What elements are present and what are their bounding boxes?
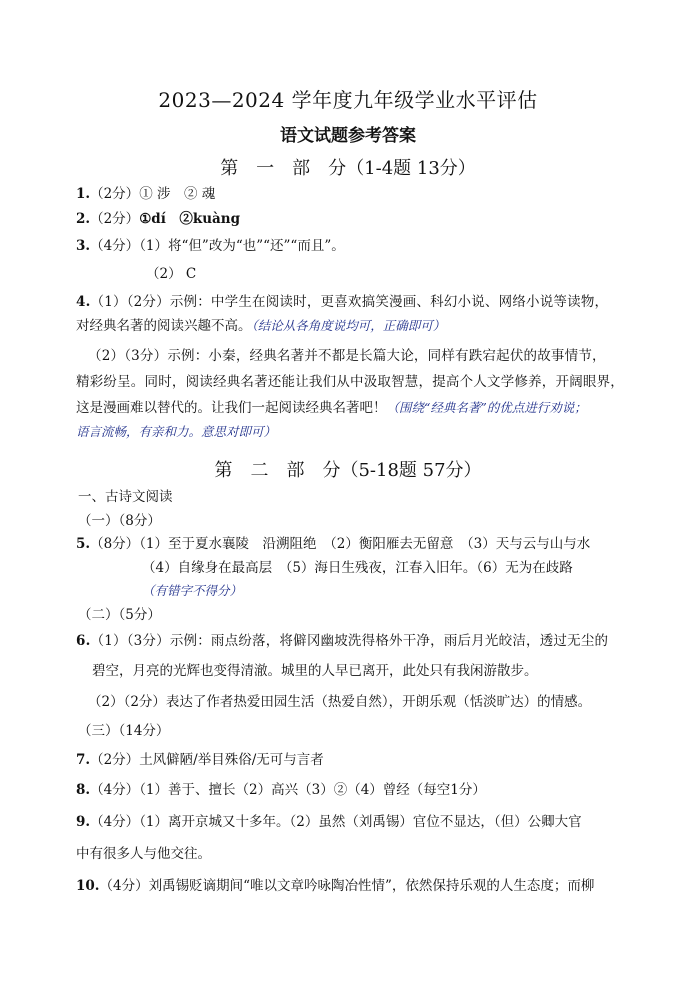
q6-num: 6. (76, 633, 91, 649)
q3-part2: （2） C (146, 266, 197, 282)
q5-cont: （4）自缘身在最高层 （5）海日生残夜，江春入旧年。（6）无为在歧路 (142, 560, 573, 576)
q7-text: 土风僻陋/举目殊俗/无可与言者 (139, 752, 324, 768)
q4-note3-text: 语言流畅，有亲和力。意思对即可） (76, 424, 277, 439)
q4-p2c: 这是漫画难以替代的。让我们一起阅读经典名著吧！ (76, 400, 387, 416)
q5-text: （1）至于夏水襄陵 沿溯阻绝 （2）衡阳雁去无留意 （3）天与云与山与水 (139, 536, 591, 552)
q8-text: （1）善于、擅长（2）高兴（3）②（4）曾经（每空1分） (139, 782, 486, 798)
q3 (76, 236, 345, 256)
part1-heading-label: 第 一 部 分 (220, 158, 347, 179)
q3-score: （4分） (90, 238, 140, 254)
q5-num: 5. (76, 536, 91, 552)
q5-score: （8分） (90, 536, 140, 552)
q1 (76, 184, 215, 204)
q1-num: 1. (76, 186, 91, 202)
q6-score: （1）（3分） (90, 633, 170, 649)
q10-score: （4分） (99, 878, 149, 894)
page-title: 2023—2024 学年度九年级学业水平评估 (158, 88, 538, 112)
q3-num: 3. (76, 238, 91, 254)
section-classic-reading: 一、古诗文阅读 (78, 489, 173, 505)
q4-note1: （结论从各角度说均可，正确即可） (251, 318, 446, 333)
q9-text: （1）离开京城又十多年。（2）虽然（刘禹锡）官位不显达，（但）公卿大官 (139, 814, 582, 830)
part1-heading (0, 154, 696, 180)
q8-num: 8. (76, 782, 91, 798)
q4-part2-cont1: 精彩纷呈。同时，阅读经典名著还能让我们从中汲取智慧，提高个人文学修养，开阔眼界， (76, 374, 624, 390)
q2-score: （2分） (90, 211, 140, 227)
q2-text: ①dí ②kuàng (139, 211, 241, 227)
q8 (76, 780, 486, 800)
subsection-1: （一）（8分） (78, 513, 161, 529)
q4-note3 (76, 422, 276, 442)
q9-score: （4分） (90, 814, 140, 830)
q6-part1-cont: 碧空，月亮的光辉也变得清澈。城里的人早已离开，此处只有我闲游散步。 (92, 663, 538, 679)
q10 (76, 876, 594, 896)
part1-range: （1-4题 13分） (346, 158, 476, 179)
q4-num: 4. (76, 294, 91, 310)
q3-text: （1）将“但”改为“也”“还”“而且”。 (139, 238, 345, 254)
q9 (76, 812, 582, 832)
part2-heading (0, 456, 696, 482)
q1-text: ① 涉 ② 魂 (139, 186, 216, 202)
q4-part2: （2）（3分）示例：小秦，经典名著并不都是长篇大论，同样有跌宕起伏的故事情节， (88, 348, 606, 364)
q2 (76, 209, 240, 229)
q4-text: 示例：中学生在阅读时，更喜欢搞笑漫画、科幻小说、网络小说等读物， (169, 294, 609, 310)
subsection-2: （二）（5分） (78, 607, 161, 623)
q2-num: 2. (76, 211, 91, 227)
q10-num: 10. (76, 878, 100, 894)
q7 (76, 750, 324, 770)
q4-note2: （围绕“经典名著”的优点进行劝说； (386, 400, 587, 415)
part2-range: （5-18题 57分） (340, 460, 482, 481)
q4-text2: 对经典名著的阅读兴趣不高。 (76, 318, 252, 334)
q4-part1-cont (76, 316, 445, 336)
q7-score: （2分） (90, 752, 140, 768)
q9-cont: 中有很多人与他交往。 (76, 846, 211, 862)
q4-part1 (76, 292, 608, 312)
q1-score: （2分） (90, 186, 140, 202)
q5-note (142, 581, 242, 601)
q10-text: 刘禹锡贬谪期间“唯以文章吟咏陶冶性情”，依然保持乐观的人生态度；而柳 (148, 878, 595, 894)
q5 (76, 534, 590, 554)
q8-score: （4分） (90, 782, 140, 798)
q6-text: 示例：雨点纷落，将僻冈幽坡洗得格外干净，雨后月光皎洁，透过无尘的 (169, 633, 609, 649)
q7-num: 7. (76, 752, 91, 768)
page-subtitle: 语文试题参考答案 (280, 126, 416, 146)
q6-part2: （2）（2分）表达了作者热爱田园生活（热爱自然），开朗乐观（恬淡旷达）的情感。 (88, 694, 592, 710)
subsection-3: （三）（14分） (78, 723, 170, 739)
q4-part2-cont2 (76, 398, 587, 418)
q5-note-text: （有错字不得分） (142, 583, 243, 598)
q6-part1 (76, 631, 608, 651)
part2-heading-label: 第 二 部 分 (214, 460, 341, 481)
q9-num: 9. (76, 814, 91, 830)
q4-score: （1）（2分） (90, 294, 170, 310)
